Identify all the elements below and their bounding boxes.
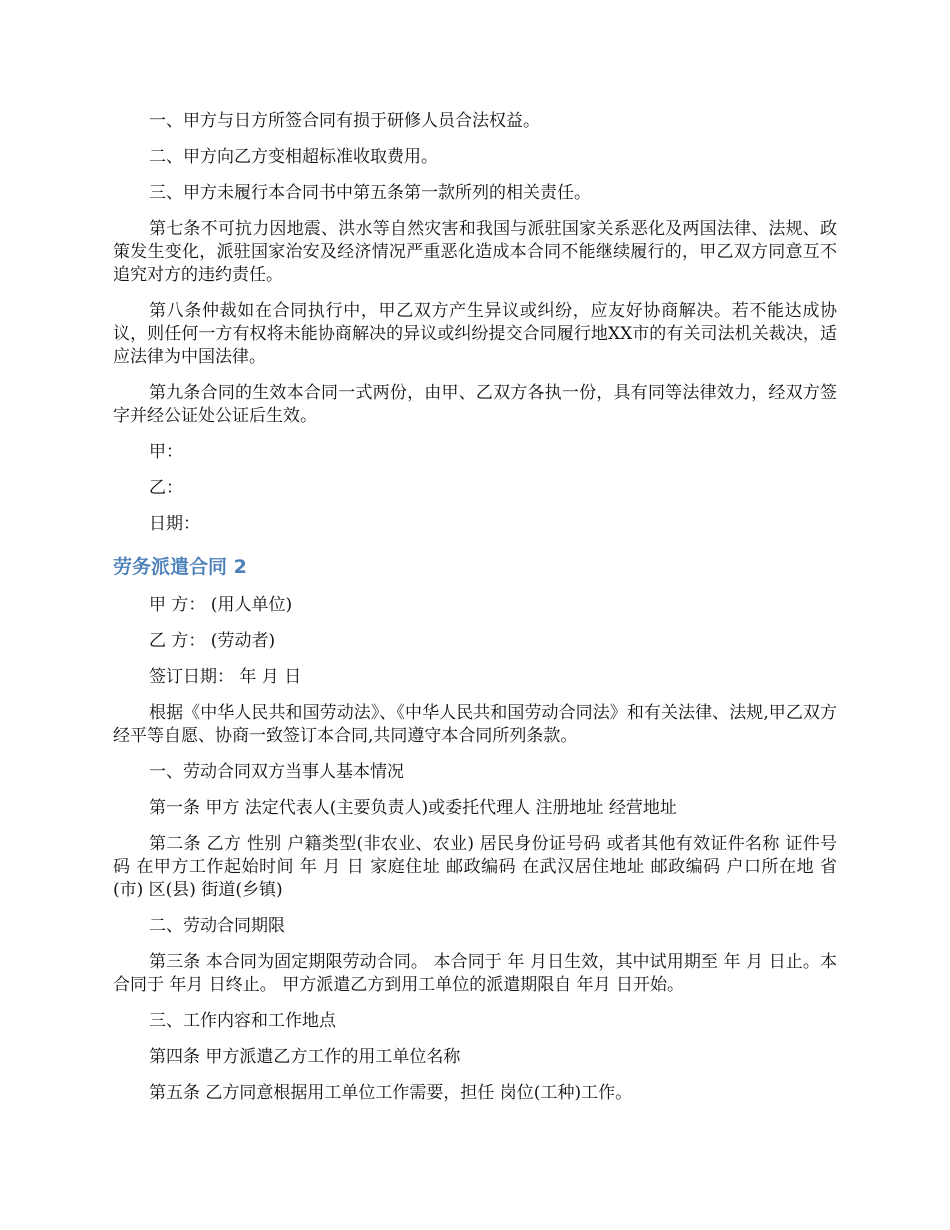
paragraph: 三、甲方未履行本合同书中第五条第一款所列的相关责任。 [149, 183, 591, 203]
section-heading: 劳务派遣合同 2 [113, 556, 247, 578]
paragraph: 第四条 甲方派遣乙方工作的用工单位名称 [149, 1047, 461, 1067]
paragraph: 第九条合同的生效本合同一式两份，由甲、乙双方各执一份，具有同等法律效力，经双方签字并经公证处公证后生效。 [113, 383, 837, 426]
paragraph: 签订日期： 年 月 日 [149, 667, 302, 687]
paragraph: 根据《中华人民共和国劳动法》、《中华人民共和国劳动合同法》和有关法律、法规,甲乙双方经平等自愿、协商一致签订本合同,共同遵守本合同所列条款。 [113, 703, 837, 746]
paragraph: 三、工作内容和工作地点 [149, 1011, 336, 1031]
section-2 [113, 594, 837, 1105]
signature-party-b: 乙： [149, 478, 183, 498]
paragraph: 乙 方： (劳动者) [149, 631, 276, 651]
paragraph: 一、劳动合同双方当事人基本情况 [149, 762, 404, 782]
paragraph: 甲 方： (用人单位) [149, 595, 293, 615]
section-1 [113, 110, 837, 536]
paragraph: 第七条不可抗力因地震、洪水等自然灾害和我国与派驻国家关系恶化及两国法律、法规、政策发生变化，派驻国家治安及经济情况严重恶化造成本合同不能继续履行的，甲乙双方同意互不追究对方的违约责任。 [113, 219, 837, 285]
paragraph: 二、甲方向乙方变相超标准收取费用。 [149, 147, 438, 167]
signature-party-a: 甲： [149, 442, 183, 462]
paragraph: 第一条 甲方 法定代表人(主要负责人)或委托代理人 注册地址 经营地址 [149, 798, 677, 818]
paragraph: 二、劳动合同期限 [149, 916, 285, 936]
paragraph: 第八条仲裁如在合同执行中，甲乙双方产生异议或纠纷，应友好协商解决。若不能达成协议，则任何一方有权将未能协商解决的异议或纠纷提交合同履行地XX市的有关司法机关裁决，适应法律为中国法律。 [113, 301, 837, 367]
paragraph: 第二条 乙方 性别 户籍类型(非农业、农业) 居民身份证号码 或者其他有效证件名称 证件号码 在甲方工作起始时间 年 月 日 家庭住址 邮政编码 在武汉居住地址 邮政编码 户口所在地 省(市) 区(县) 街道(乡镇) [113, 834, 837, 900]
signature-date: 日期： [149, 514, 200, 534]
paragraph: 第五条 乙方同意根据用工单位工作需要，担任 岗位(工种)工作。 [149, 1083, 633, 1103]
paragraph: 一、甲方与日方所签合同有损于研修人员合法权益。 [149, 111, 540, 131]
paragraph: 第三条 本合同为固定期限劳动合同。 本合同于 年 月日生效，其中试用期至 年 月 日止。本合同于 年月 日终止。 甲方派遣乙方到用工单位的派遣期限自 年月 日开始。 [113, 952, 837, 995]
